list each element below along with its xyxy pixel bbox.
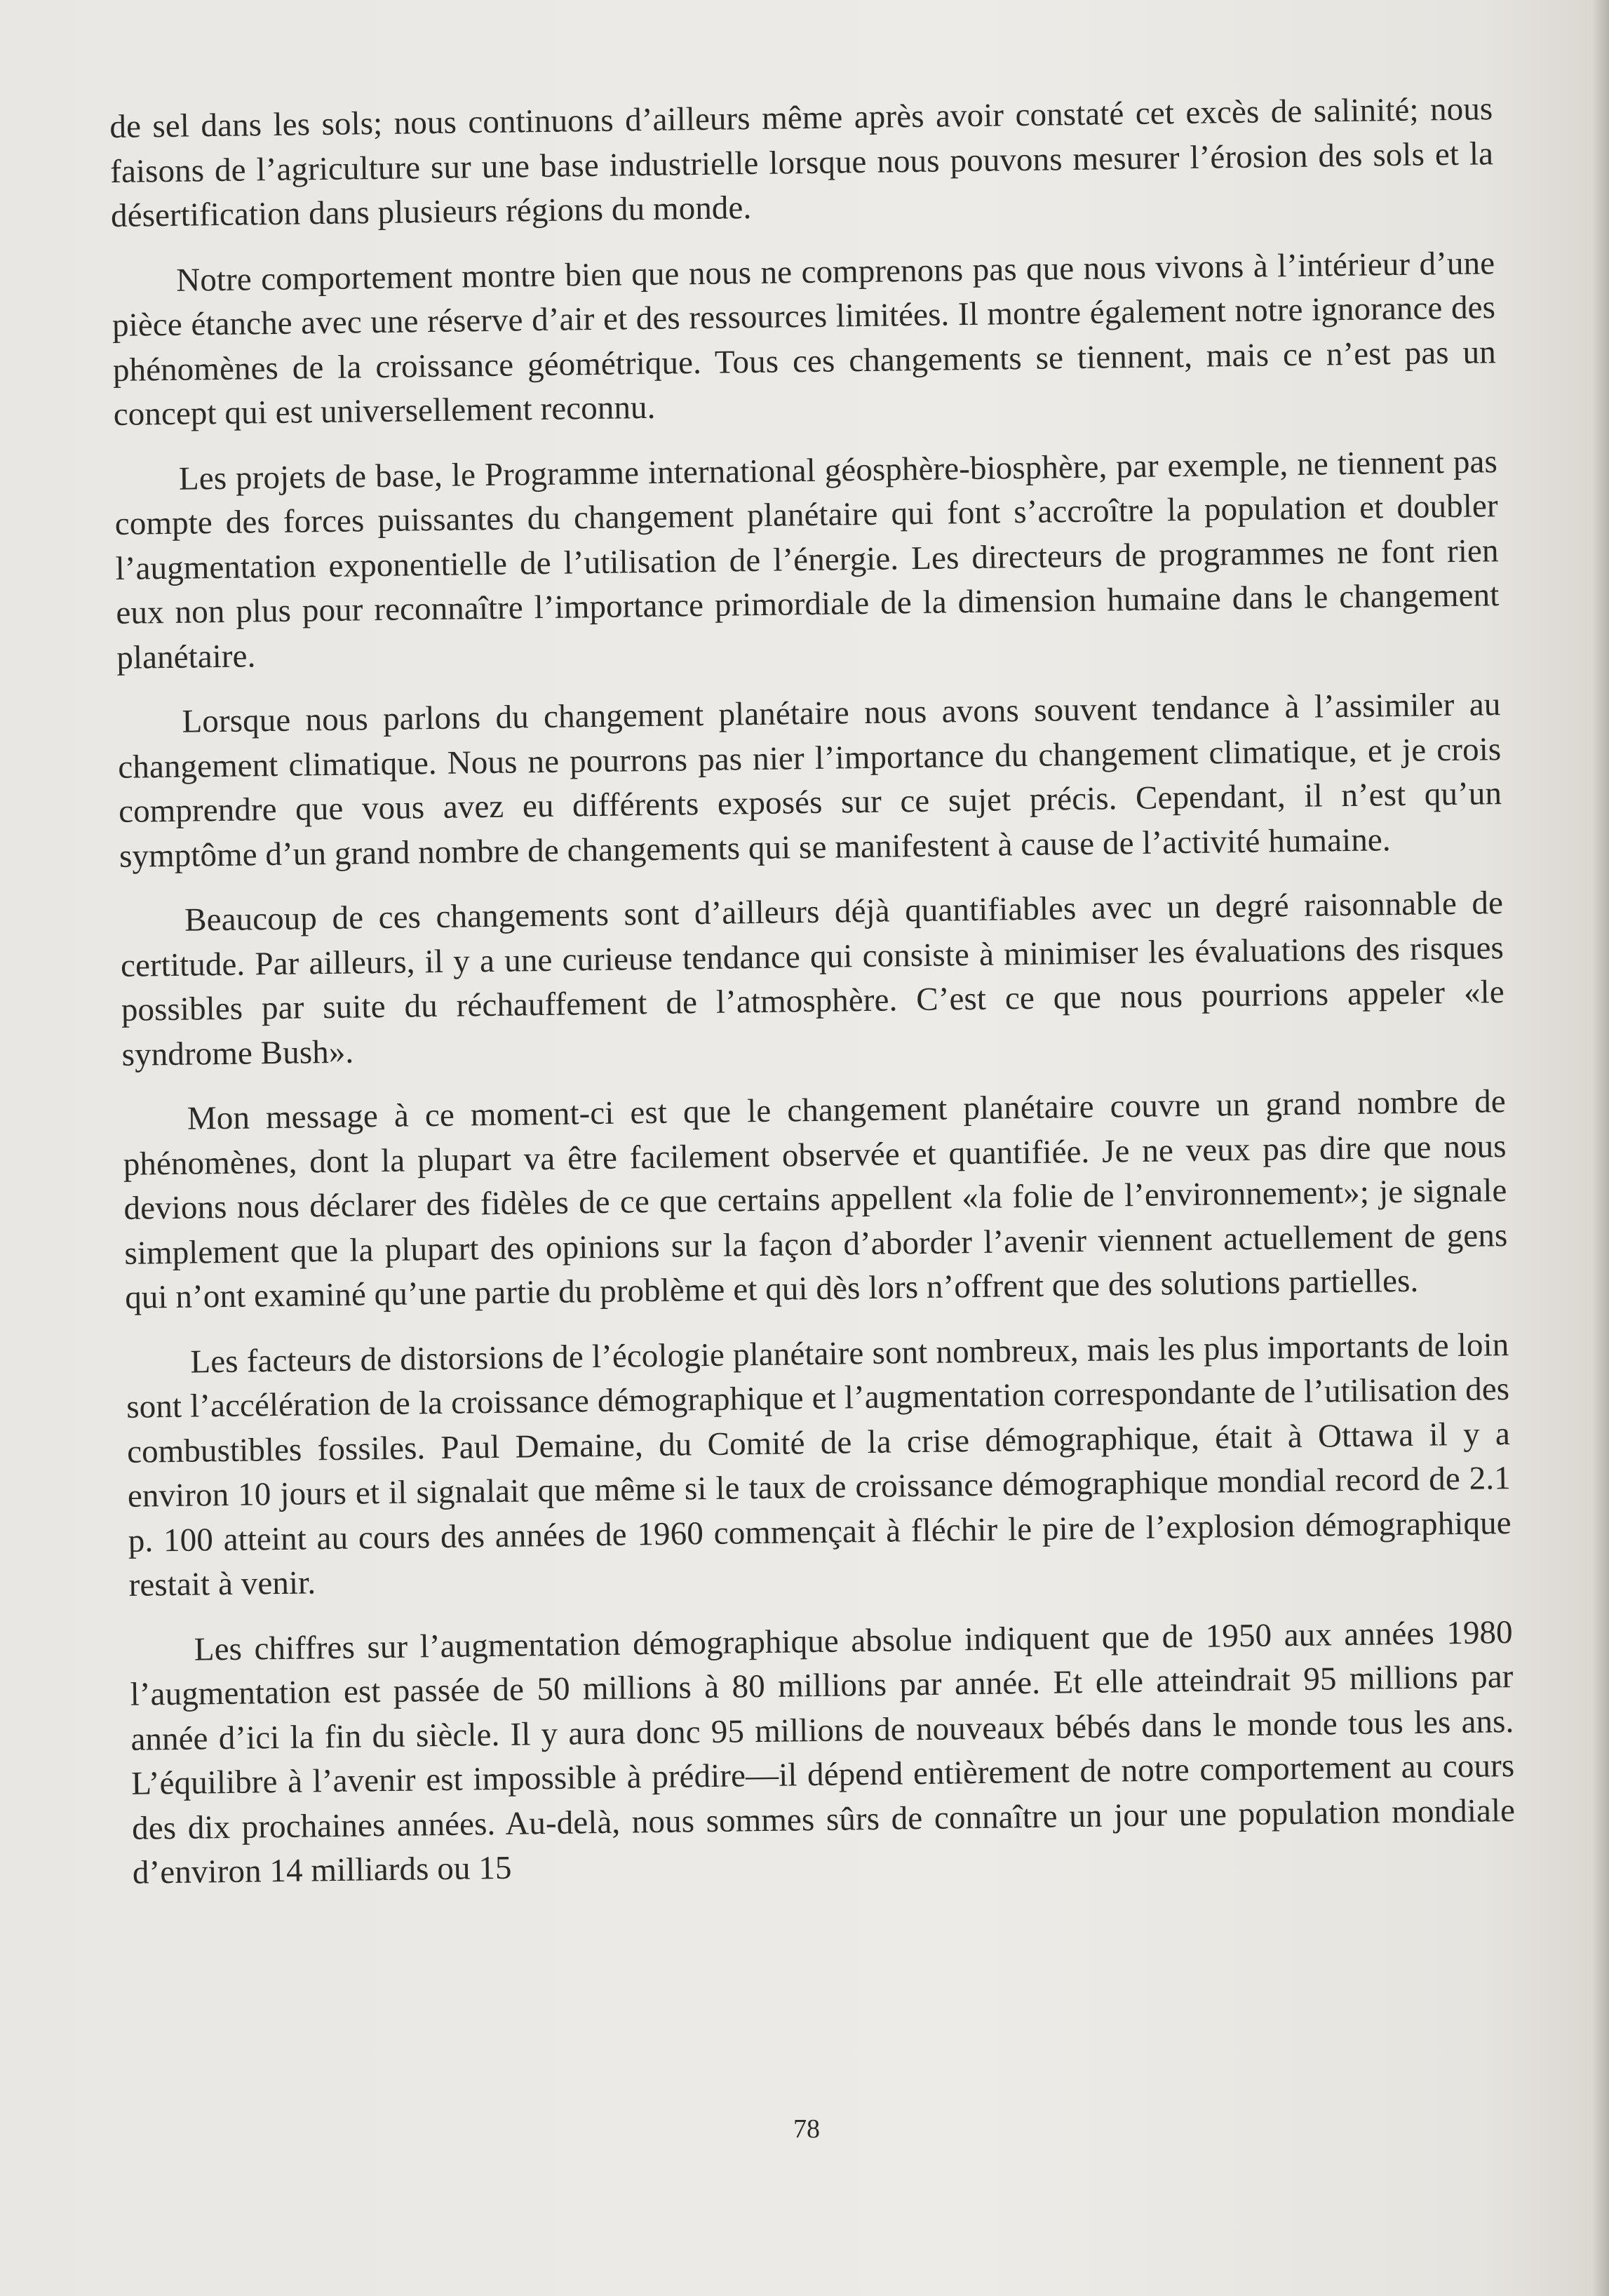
paragraph: Les projets de base, le Programme international géosphère-biosphère, par exemple, ne tiennent pas compte des forces puissantes du changement planétaire qui font s’accroître la population et doubler l’augmentation exponentielle de l’utilisation de l’énergie. Les directeurs de programmes ne font rien eux non plus pour reconnaître l’importance primordiale de la dimension humaine dans le changement planétaire.: [114, 443, 1500, 676]
paragraph: Les chiffres sur l’augmentation démographique absolue indiquent que de 1950 aux années 1980 l’augmentation est passée de 50 millions à 80 millions par année. Et elle atteindrait 95 millions par année d’ici la fin du siècle. Il y aura donc 95 millions de nouveaux bébés dans le monde tous les ans. L’équilibre à l’avenir est impossible à prédire—il dépend entièrement de notre comportement au cours des dix prochaines années. Au-delà, nous sommes sûrs de connaître un jour une population mondiale d’environ 14 milliards ou 15: [130, 1613, 1516, 1891]
paragraph: de sel dans les sols; nous continuons d’ailleurs même après avoir constaté cet excès de salinité; nous faisons de l’agriculture sur une base industrielle lorsque nous pouvons mesurer l’érosion des sols et la désertification dans plusieurs régions du monde.: [109, 90, 1494, 234]
body-text: [109, 87, 1516, 1916]
paragraph: Les facteurs de distorsions de l’écologie planétaire sont nombreux, mais les plus importants de loin sont l’accélération de la croissance démographique et l’augmentation correspondante de l’utilisation des combustibles fossiles. Paul Demaine, du Comité de la crise démographique, était à Ottawa il y a environ 10 jours et il signalait que même si le taux de croissance démographique mondial record de 2.1 p. 100 atteint au cours des années de 1960 commençait à fléchir le pire de l’explosion démographique restait à venir.: [126, 1326, 1512, 1604]
binding-shadow: [1592, 0, 1609, 2296]
paragraph: Mon message à ce moment-ci est que le changement planétaire couvre un grand nombre de phénomènes, dont la plupart va être facilement observée et quantifiée. Je ne veux pas dire que nous devions nous déclarer des fidèles de ce que certains appellent «la folie de l’environnement»; je signale simplement que la plupart des opinions sur la façon d’aborder l’avenir viennent actuellement de gens qui n’ont examiné qu’une partie du problème et qui dès lors n’offrent que des solutions partielles.: [123, 1083, 1508, 1316]
page-number: 78: [793, 2114, 820, 2144]
paragraph: Beaucoup de ces changements sont d’ailleurs déjà quantifiables avec un degré raisonnable de certitude. Par ailleurs, il y a une curieuse tendance qui consiste à minimiser les évaluations des risques possibles par suite du réchauffement de l’atmosphère. C’est ce que nous pourrions appeler «le syndrome Bush».: [120, 885, 1505, 1073]
paragraph: Notre comportement montre bien que nous ne comprenons pas que nous vivons à l’intérieur d’une pièce étanche avec une réserve d’air et des ressources limitées. Il montre également notre ignorance des phénomènes de la croissance géométrique. Tous ces changements se tiennent, mais ce n’est pas un concept qui est universellement reconnu.: [112, 244, 1497, 433]
paragraph: Lorsque nous parlons du changement planétaire nous avons souvent tendance à l’assimiler au changement climatique. Nous ne pourrons pas nier l’importance du changement climatique, et je crois comprendre que vous avez eu différents exposés sur ce sujet précis. Cependant, il n’est qu’un symptôme d’un grand nombre de changements qui se manifestent à cause de l’activité humaine.: [118, 686, 1502, 875]
